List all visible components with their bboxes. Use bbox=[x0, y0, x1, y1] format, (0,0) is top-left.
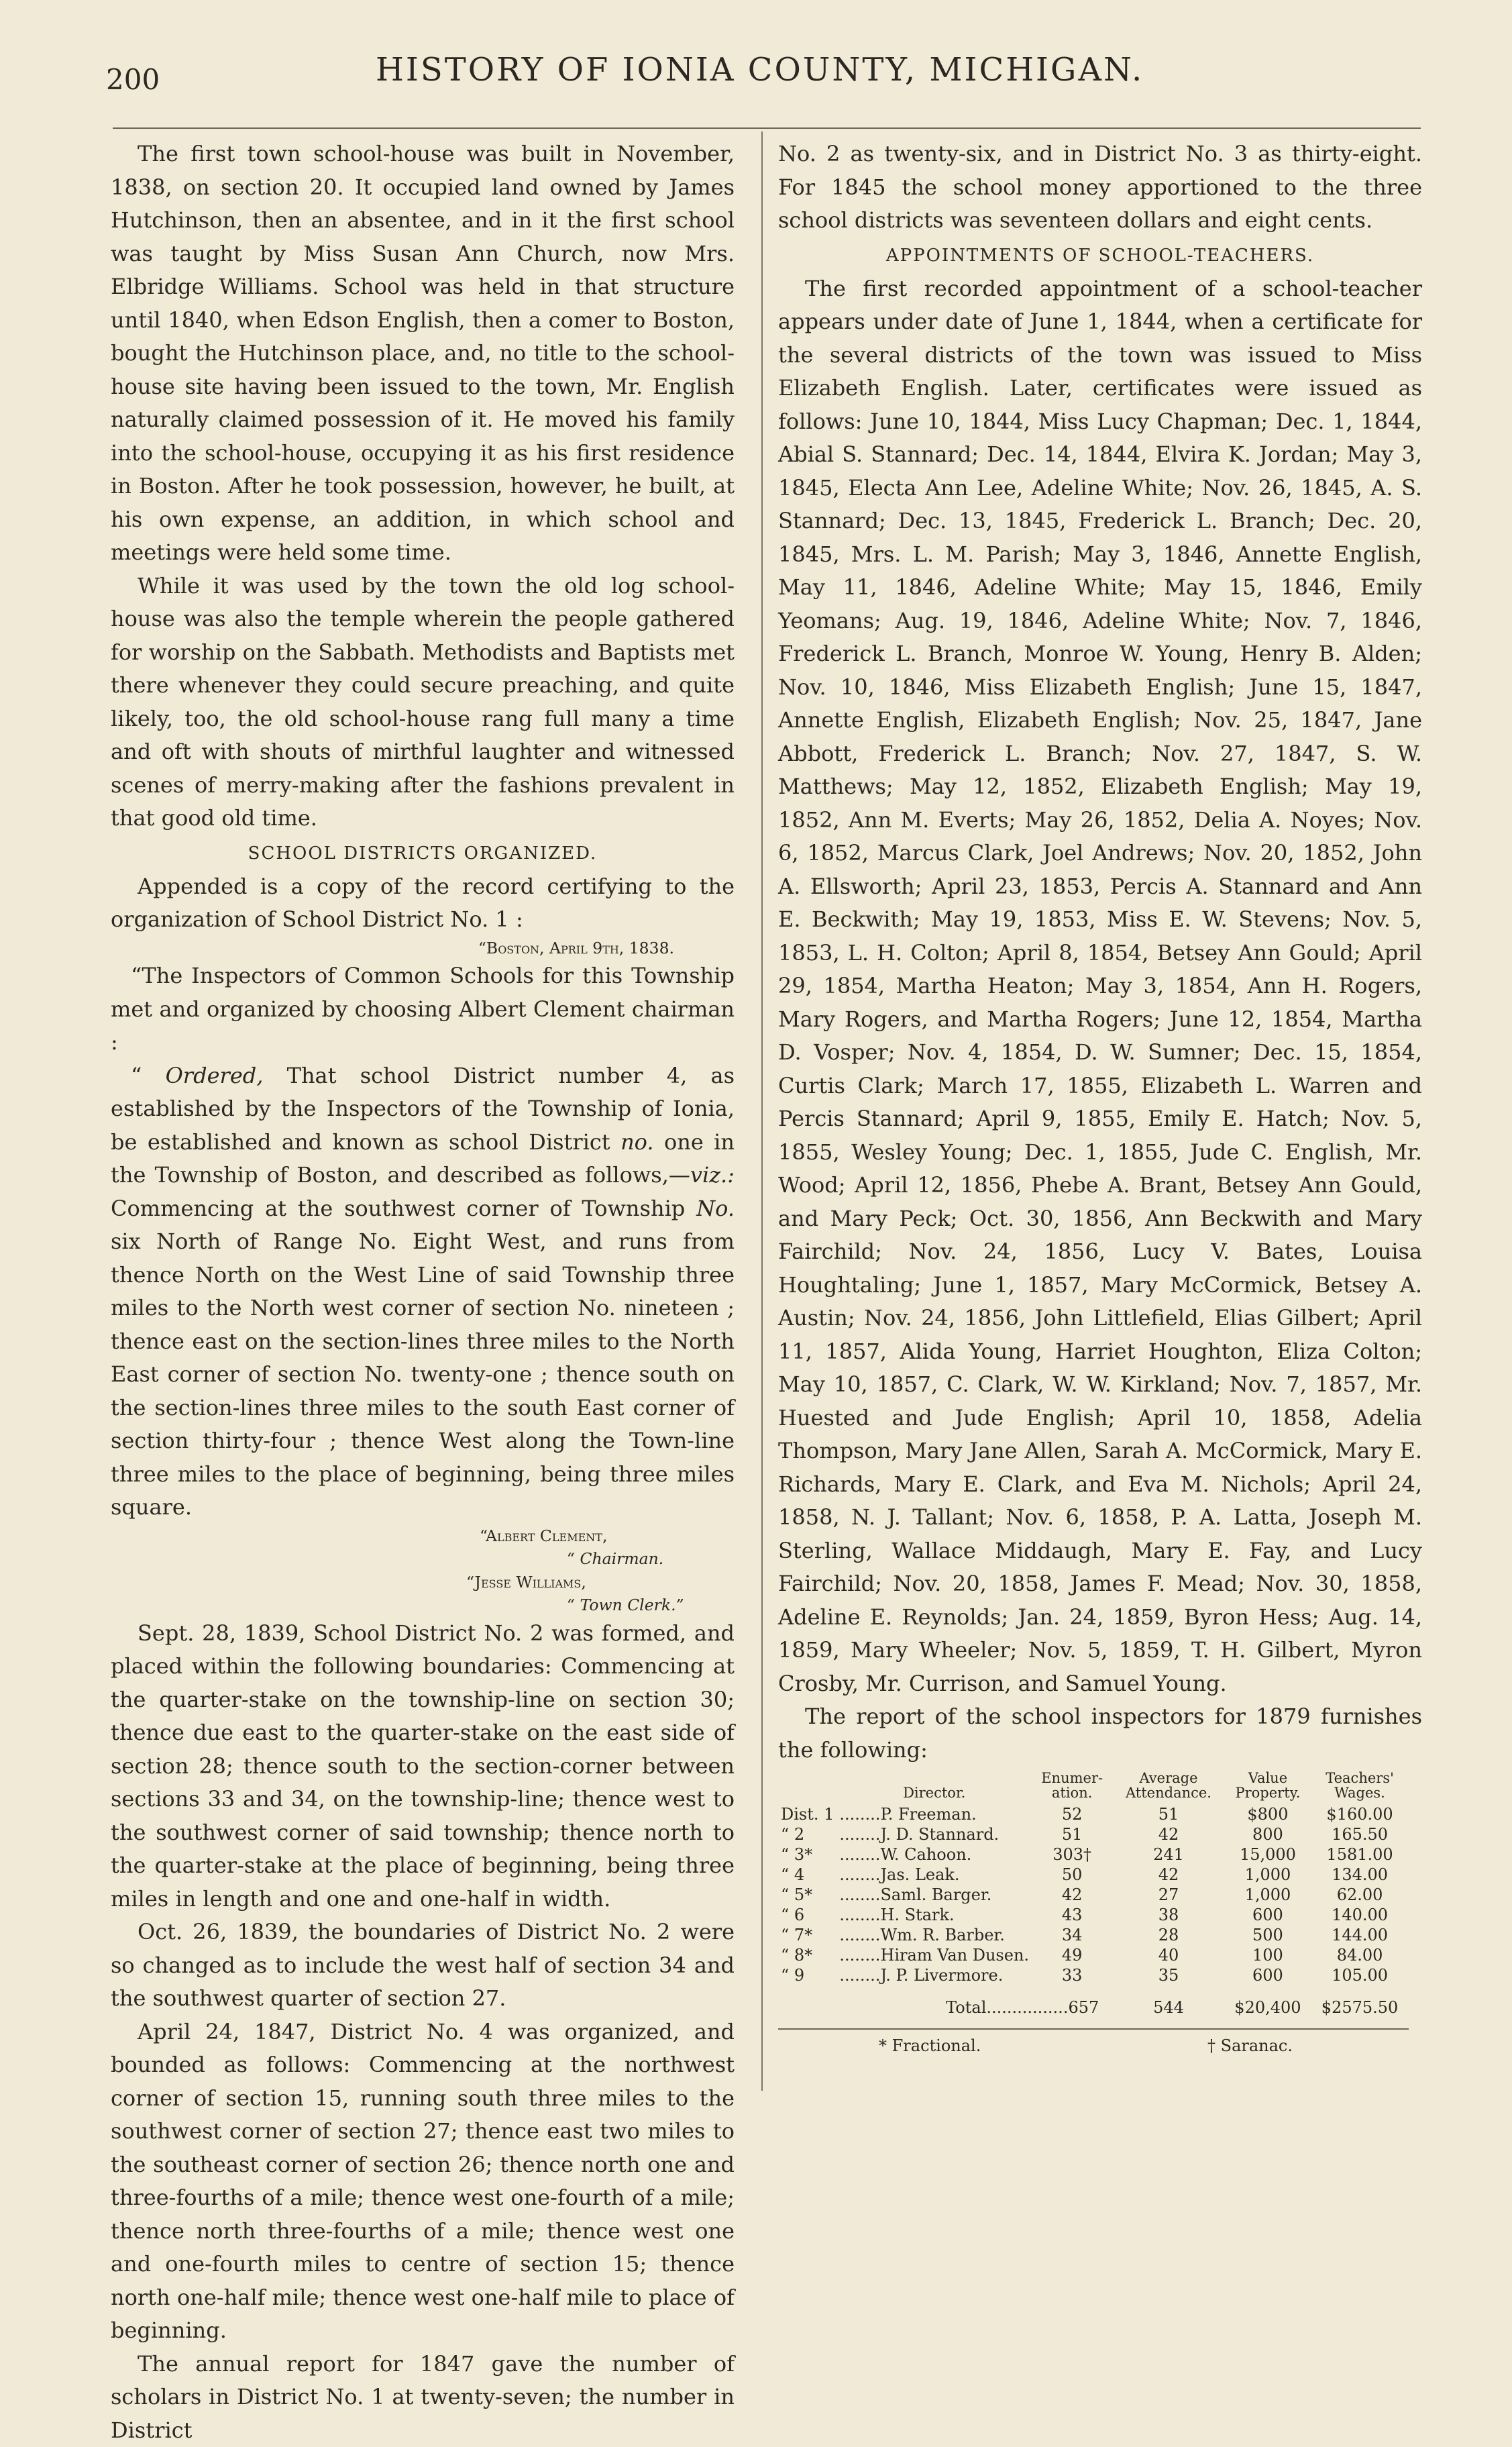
cell-attendance: 27 bbox=[1112, 1885, 1225, 1905]
cell-property: 800 bbox=[1225, 1824, 1311, 1844]
paragraph: The first town school-house was built in November, 1838, on section 20. It occupied land owned by James Hutchinson, then an absentee, and in it the first school was taught by Miss Susan Ann Church, now Mrs. Elbridge Williams. School was held in that structure until 1840, when Edson English, then a comer to Boston, bought the Hutchinson place, and, no title to the school-house site having been issued to the town, Mr. English naturally claimed possession of it. He moved his family into the school-house, occupying it as his first residence in Boston. After he took possession, however, he built, at his own expense, an addition, in which school and meetings were held some time. bbox=[111, 138, 735, 570]
footnotes bbox=[778, 2036, 1422, 2063]
table-row bbox=[778, 1885, 1409, 1905]
cell-dist: “ 2 bbox=[778, 1824, 836, 1844]
cell-property: 1,000 bbox=[1225, 1885, 1311, 1905]
cell-enumeration: 50 bbox=[1032, 1865, 1112, 1885]
cell-wages: 105.00 bbox=[1311, 1965, 1409, 1985]
paragraph: While it was used by the town the old log school-house was also the temple wherein the people gathered for worship on the Sabbath. Methodists and Baptists met there whenever they could secure preaching, and quite likely, too, the old school-house rang full many a time and oft with shouts of mirthful laughter and witnessed scenes of merry-making after the fashions prevalent in that good old time. bbox=[111, 570, 735, 835]
cell-director: ........H. Stark. bbox=[836, 1905, 1032, 1925]
cell-property: 15,000 bbox=[1225, 1844, 1311, 1865]
cell-director: ........Wm. R. Barber. bbox=[836, 1925, 1032, 1945]
table-row bbox=[778, 1865, 1409, 1885]
cell-property: 600 bbox=[1225, 1965, 1311, 1985]
cell-dist: “ 6 bbox=[778, 1905, 836, 1925]
cell-enumeration: 51 bbox=[1032, 1824, 1112, 1844]
paragraph: The report of the school inspectors for 1879 furnishes the following: bbox=[778, 1700, 1422, 1767]
record-line: “The Inspectors of Common Schools for this Township met and organized by choosing Albert Clement chairman : bbox=[111, 959, 735, 1059]
table-body bbox=[778, 1804, 1409, 1985]
ordered-text-3: Commencing at the southwest corner of Township bbox=[111, 1196, 696, 1221]
running-head: HISTORY OF IONIA COUNTY, MICHIGAN. bbox=[376, 51, 1248, 89]
table-rule bbox=[778, 2028, 1409, 2030]
cell-director: ........J. D. Stannard. bbox=[836, 1824, 1032, 1844]
cell-enumeration: 33 bbox=[1032, 1965, 1112, 1985]
table-row bbox=[778, 1844, 1409, 1865]
record-date: “Boston, April 9th, 1838. bbox=[111, 937, 735, 960]
cell-director: ........Saml. Barger. bbox=[836, 1885, 1032, 1905]
cell-attendance: 40 bbox=[1112, 1945, 1225, 1965]
no2-word: No. bbox=[696, 1196, 735, 1221]
cell-property: 500 bbox=[1225, 1925, 1311, 1945]
cell-enumeration: 34 bbox=[1032, 1925, 1112, 1945]
ordered-text-2: one in the Township of Boston, and described as follows,— bbox=[111, 1129, 735, 1188]
quoted-record bbox=[111, 937, 735, 1524]
record-ordered: “ Ordered, That school District number 4, as established by the Inspectors of the Township of Ionia, be established and known as school District no. one in the Township of Boston, and described as follows,—viz.: Commencing at the southwest corner of Township No. six North of Range No. Eight West, and runs from thence North on the West Line of said Township three miles to the North west corner of section No. nineteen ; thence east on the section-lines three miles to the North East corner of section No. twenty-one ; thence south on the section-lines three miles to the south East corner of section thirty-four ; thence West along the Town-line three miles to the place of beginning, being three miles square. bbox=[111, 1059, 735, 1524]
cell-dist: “ 5* bbox=[778, 1885, 836, 1905]
cell-director: ........W. Cahoon. bbox=[836, 1844, 1032, 1865]
cell-dist: “ 3* bbox=[778, 1844, 836, 1865]
cell-property: 100 bbox=[1225, 1945, 1311, 1965]
cell-enumeration: 303† bbox=[1032, 1844, 1112, 1865]
table-header-row bbox=[778, 1771, 1409, 1804]
table-row bbox=[778, 1965, 1409, 1985]
table-row bbox=[778, 1905, 1409, 1925]
cell-attendance: 38 bbox=[1112, 1905, 1225, 1925]
cell-wages: 62.00 bbox=[1311, 1885, 1409, 1905]
total-label: Total................657 bbox=[778, 1985, 1112, 2018]
viz-word: viz.: bbox=[690, 1162, 735, 1188]
cell-property: 600 bbox=[1225, 1905, 1311, 1925]
cell-property: 1,000 bbox=[1225, 1865, 1311, 1885]
cell-attendance: 28 bbox=[1112, 1925, 1225, 1945]
left-column bbox=[111, 138, 735, 2447]
cell-wages: 140.00 bbox=[1311, 1905, 1409, 1925]
no-word: no. bbox=[620, 1129, 653, 1155]
page-number: 200 bbox=[106, 63, 160, 96]
header-attendance: Average Attendance. bbox=[1112, 1771, 1225, 1804]
footnote-saranac: † Saranac. bbox=[1207, 2036, 1293, 2055]
cell-property: $800 bbox=[1225, 1804, 1311, 1824]
section-heading: APPOINTMENTS OF SCHOOL-TEACHERS. bbox=[778, 246, 1422, 266]
cell-wages: 84.00 bbox=[1311, 1945, 1409, 1965]
column-divider bbox=[761, 132, 763, 2091]
total-property: $20,400 bbox=[1225, 1985, 1311, 2018]
cell-director: ........Hiram Van Dusen. bbox=[836, 1945, 1032, 1965]
paragraph: The first recorded appointment of a school-teacher appears under date of June 1, 1844, when a certificate for the several districts of the town was issued to Miss Elizabeth English. Later, certificates were issued as follows: June 10, 1844, Miss Lucy Chapman; Dec. 1, 1844, Abial S. Stannard; Dec. 14, 1844, Elvira K. Jordan; May 3, 1845, Electa Ann Lee, Adeline White; Nov. 26, 1845, A. S. Stannard; Dec. 13, 1845, Frederick L. Branch; Dec. 20, 1845, Mrs. L. M. Parish; May 3, 1846, Annette English, May 11, 1846, Adeline White; May 15, 1846, Emily Yeomans; Aug. 19, 1846, Adeline White; Nov. 7, 1846, Frederick L. Branch, Monroe W. Young, Henry B. Alden; Nov. 10, 1846, Miss Elizabeth English; June 15, 1847, Annette English, Elizabeth English; Nov. 25, 1847, Jane Abbott, Frederick L. Branch; Nov. 27, 1847, S. W. Matthews; May 12, 1852, Elizabeth English; May 19, 1852, Ann M. Everts; May 26, 1852, Delia A. Noyes; Nov. 6, 1852, Marcus Clark, Joel Andrews; Nov. 20, 1852, John A. Ellsworth; April 23, 1853, Percis A. Stannard and Ann E. Beckwith; May 19, 1853, Miss E. W. Stevens; Nov. 5, 1853, L. H. Colton; April 8, 1854, Betsey Ann Gould; April 29, 1854, Martha Heaton; May 3, 1854, Ann H. Rogers, Mary Rogers, and Martha Rogers; June 12, 1854, Martha D. Vosper; Nov. 4, 1854, D. W. Sumner; Dec. 15, 1854, Curtis Clark; March 17, 1855, Elizabeth L. Warren and Percis Stannard; April 9, 1855, Emily E. Hatch; Nov. 5, 1855, Wesley Young; Dec. 1, 1855, Jude C. English, Mr. Wood; April 12, 1856, Phebe A. Brant, Betsey Ann Gould, and Mary Peck; Oct. 30, 1856, Ann Beckwith and Mary Fairchild; Nov. 24, 1856, Lucy V. Bates, Louisa Houghtaling; June 1, 1857, Mary McCormick, Betsey A. Austin; Nov. 24, 1856, John Littlefield, Elias Gilbert; April 11, 1857, Alida Young, Harriet Houghton, Eliza Colton; May 10, 1857, C. Clark, W. W. Kirkland; Nov. 7, 1857, Mr. Huested and Jude English; April 10, 1858, Adelia Thompson, Mary Jane Allen, Sarah A. McCormick, Mary E. Richards, Mary E. Clark, and Eva M. Nichols; April 24, 1858, N. J. Tallant; Nov. 6, 1858, P. A. Latta, Joseph M. Sterling, Wallace Middaugh, Mary E. Fay, and Lucy Fairchild; Nov. 20, 1858, James F. Mead; Nov. 30, 1858, Adeline E. Reynolds; Jan. 24, 1859, Byron Hess; Aug. 14, 1859, Mary Wheeler; Nov. 5, 1859, T. H. Gilbert, Myron Crosby, Mr. Currison, and Samuel Young. bbox=[778, 272, 1422, 1701]
cell-attendance: 42 bbox=[1112, 1824, 1225, 1844]
table-row bbox=[778, 1824, 1409, 1844]
cell-attendance: 42 bbox=[1112, 1865, 1225, 1885]
cell-director: ........P. Freeman. bbox=[836, 1804, 1032, 1824]
cell-attendance: 35 bbox=[1112, 1965, 1225, 1985]
header-dist bbox=[778, 1771, 836, 1804]
cell-attendance: 241 bbox=[1112, 1844, 1225, 1865]
cell-director: ........J. P. Livermore. bbox=[836, 1965, 1032, 1985]
total-attendance: 544 bbox=[1112, 1985, 1225, 2018]
paragraph: Sept. 28, 1839, School District No. 2 was formed, and placed within the following boundaries: Commencing at the quarter-stake on the township-line on section 30; thence due east to the quarter-stake on the east side of section 28; thence south to the section-corner between sections 33 and 34, on the township-line; thence west to the southwest corner of said township; thence north to the quarter-stake at the place of beginning, being three miles in length and one and one-half in width. bbox=[111, 1617, 735, 1916]
ordered-word: Ordered, bbox=[166, 1063, 264, 1088]
cell-attendance: 51 bbox=[1112, 1804, 1225, 1824]
table-total-row bbox=[778, 1985, 1409, 2018]
cell-enumeration: 42 bbox=[1032, 1885, 1112, 1905]
cell-wages: 1581.00 bbox=[1311, 1844, 1409, 1865]
paragraph: Oct. 26, 1839, the boundaries of District No. 2 were so changed as to include the west half of section 34 and the southwest quarter of section 27. bbox=[111, 1916, 735, 2016]
cell-director: ........Jas. Leak. bbox=[836, 1865, 1032, 1885]
cell-wages: 165.50 bbox=[1311, 1824, 1409, 1844]
paragraph: No. 2 as twenty-six, and in District No. 3 as thirty-eight. For 1845 the school money apportioned to the three school districts was seventeen dollars and eight cents. bbox=[778, 138, 1422, 238]
cell-enumeration: 49 bbox=[1032, 1945, 1112, 1965]
cell-dist: “ 4 bbox=[778, 1865, 836, 1885]
header-director: Director. bbox=[836, 1771, 1032, 1804]
paragraph: The annual report for 1847 gave the number of scholars in District No. 1 at twenty-seven; the number in District bbox=[111, 2348, 735, 2447]
total-wages: $2575.50 bbox=[1311, 1985, 1409, 2018]
signature-title: “ Chairman. bbox=[111, 1547, 735, 1571]
header-wages: Teachers' Wages. bbox=[1311, 1771, 1409, 1804]
cell-wages: 144.00 bbox=[1311, 1925, 1409, 1945]
cell-enumeration: 43 bbox=[1032, 1905, 1112, 1925]
cell-dist: Dist. 1 bbox=[778, 1804, 836, 1824]
footnote-fractional: * Fractional. bbox=[879, 2036, 981, 2055]
right-column bbox=[778, 138, 1422, 2063]
signature-name: “Jesse Williams, bbox=[111, 1571, 735, 1594]
header-enumeration: Enumer-ation. bbox=[1032, 1771, 1112, 1804]
table-row bbox=[778, 1925, 1409, 1945]
table-row bbox=[778, 1945, 1409, 1965]
table-row bbox=[778, 1804, 1409, 1824]
header-property: Value Property. bbox=[1225, 1771, 1311, 1804]
paragraph: April 24, 1847, District No. 4 was organized, and bounded as follows: Commencing at the northwest corner of section 15, running south three miles to the southwest corner of section 27; thence east two miles to the southeast corner of section 26; thence north one and three-fourths of a mile; thence west one-fourth of a mile; thence north three-fourths of a mile; thence west one and one-fourth miles to centre of section 15; thence north one-half mile; thence west one-half mile to place of beginning. bbox=[111, 2016, 735, 2348]
signature-name: “Albert Clement, bbox=[111, 1524, 735, 1548]
cell-wages: $160.00 bbox=[1311, 1804, 1409, 1824]
cell-dist: “ 7* bbox=[778, 1925, 836, 1945]
signatures bbox=[111, 1524, 735, 1617]
ordered-text: That school District number 4, as established by the Inspectors of the Township of Ionia, be established and known as school District bbox=[111, 1063, 735, 1155]
school-report-table bbox=[778, 1771, 1409, 2018]
header-rule bbox=[113, 127, 1421, 129]
signature-title: “ Town Clerk.” bbox=[111, 1594, 735, 1617]
cell-enumeration: 52 bbox=[1032, 1804, 1112, 1824]
cell-dist: “ 8* bbox=[778, 1945, 836, 1965]
section-heading: SCHOOL DISTRICTS ORGANIZED. bbox=[111, 843, 735, 864]
ordered-text-4: six North of Range No. Eight West, and runs from thence North on the West Line of said Township three miles to the North west corner of section No. nineteen ; thence east on the section-lines three miles to the North East corner of section No. twenty-one ; thence south on the section-lines three miles to the south East corner of section thirty-four ; thence West along the Town-line three miles to the place of beginning, being three miles square. bbox=[111, 1229, 735, 1520]
cell-dist: “ 9 bbox=[778, 1965, 836, 1985]
paragraph: Appended is a copy of the record certifying to the organization of School District No. 1 : bbox=[111, 870, 735, 937]
cell-wages: 134.00 bbox=[1311, 1865, 1409, 1885]
